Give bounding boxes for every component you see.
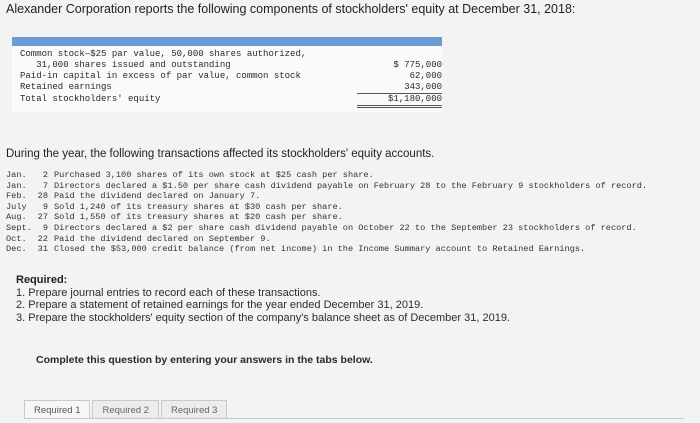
transactions-list bbox=[6, 170, 696, 255]
transaction-month: Aug. bbox=[6, 212, 27, 223]
transaction-month: Sept. bbox=[6, 222, 32, 233]
transaction-text: Sold 1,550 of its treasury shares at $20 cash per share. bbox=[54, 212, 343, 223]
transaction-row bbox=[6, 244, 696, 255]
transaction-text: Closed the $53,000 credit balance (from net income) in the Income Summary account to Retained Earnings. bbox=[54, 244, 586, 255]
equity-row bbox=[12, 82, 442, 94]
equity-row-label: Common stock—$25 par value, 50,000 shares authorized, bbox=[20, 49, 307, 59]
transaction-day: 31 bbox=[37, 244, 48, 255]
transaction-day: 9 bbox=[42, 201, 48, 212]
equity-table bbox=[12, 37, 442, 112]
transaction-text: Directors declared a $2 per share cash dividend payable on October 22 to the September 23 stockholders of record. bbox=[54, 222, 637, 233]
equity-row-amount bbox=[357, 49, 442, 60]
required-item-2: 2. Prepare a statement of retained earnings for the year ended December 31, 2019. bbox=[16, 299, 424, 311]
equity-row-label: Total stockholders' equity bbox=[20, 94, 161, 104]
transaction-row bbox=[6, 170, 696, 181]
required-item-3: 3. Prepare the stockholders' equity section of the company's balance sheet as of December 31, 2019. bbox=[16, 311, 510, 324]
transaction-day: 22 bbox=[37, 233, 48, 244]
equity-row bbox=[12, 94, 442, 108]
tab-required-2[interactable]: Required 2 bbox=[92, 400, 158, 419]
required-section bbox=[16, 274, 510, 324]
transaction-month: July bbox=[6, 201, 27, 212]
transaction-day: 28 bbox=[37, 191, 48, 202]
transaction-row bbox=[6, 223, 696, 234]
transaction-text: Paid the dividend declared on September 9. bbox=[54, 233, 271, 244]
equity-row-label: 31,000 shares issued and outstanding bbox=[20, 60, 231, 70]
required-heading: Required: bbox=[16, 274, 68, 286]
transaction-month: Jan. bbox=[6, 170, 27, 180]
transaction-month: Feb. bbox=[6, 191, 27, 202]
tab-required-3[interactable]: Required 3 bbox=[161, 400, 227, 419]
transaction-row bbox=[6, 234, 696, 245]
equity-row bbox=[12, 49, 442, 60]
equity-row-amount: 62,000 bbox=[409, 71, 442, 81]
transaction-text: Sold 1,240 of its treasury shares at $30 cash per share. bbox=[54, 201, 343, 212]
transaction-day: 7 bbox=[42, 180, 48, 191]
tabs-divider bbox=[24, 418, 684, 419]
equity-row bbox=[12, 60, 442, 71]
tab-required-1[interactable]: Required 1 bbox=[24, 400, 90, 419]
transaction-row bbox=[6, 202, 696, 213]
equity-row-amount: 343,000 bbox=[357, 82, 442, 94]
equity-row bbox=[12, 71, 442, 82]
transaction-day: 2 bbox=[42, 170, 48, 180]
transaction-row bbox=[6, 191, 696, 202]
answer-tabs bbox=[24, 400, 227, 419]
transaction-text: Purchased 3,100 shares of its own stock at $25 cash per share. bbox=[54, 170, 374, 180]
equity-row-amount: $ 775,000 bbox=[393, 60, 442, 70]
transaction-day: 27 bbox=[37, 212, 48, 223]
problem-intro: Alexander Corporation reports the following components of stockholders' equity at December 31, 2018: bbox=[6, 2, 576, 16]
transaction-text: Directors declared a $1.50 per share cash dividend payable on February 28 to the February 9 stockholders of record. bbox=[54, 180, 648, 191]
transaction-day: 9 bbox=[42, 222, 48, 233]
transactions-intro: During the year, the following transactions affected its stockholders' equity accounts. bbox=[6, 148, 435, 160]
required-item-1: 1. Prepare journal entries to record each of these transactions. bbox=[16, 286, 321, 299]
table-header-bar bbox=[12, 37, 442, 46]
transaction-month: Dec. bbox=[6, 244, 27, 255]
transaction-month: Jan. bbox=[6, 180, 27, 191]
transaction-row bbox=[6, 181, 696, 192]
transaction-month: Oct. bbox=[6, 233, 27, 244]
equity-row-label: Paid-in capital in excess of par value, common stock bbox=[20, 71, 301, 81]
instruction-text: Complete this question by entering your answers in the tabs below. bbox=[36, 354, 373, 366]
equity-row-amount: $1,180,000 bbox=[357, 94, 442, 108]
transaction-row bbox=[6, 212, 696, 223]
transaction-text: Paid the dividend declared on January 7. bbox=[54, 191, 261, 202]
equity-row-label: Retained earnings bbox=[20, 82, 112, 92]
